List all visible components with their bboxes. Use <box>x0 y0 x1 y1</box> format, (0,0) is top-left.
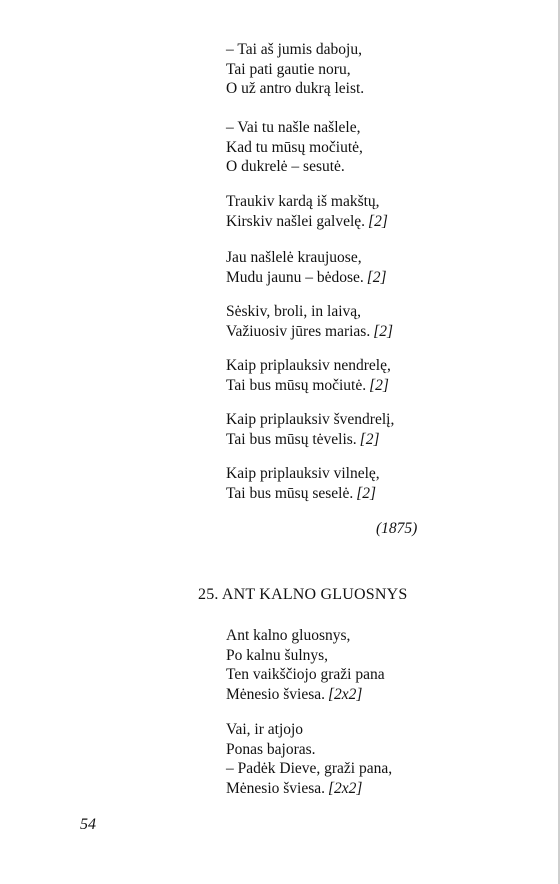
verse-text: Važiuosiv jūres marias. <box>226 322 371 340</box>
verse-line: Sėskiv, broli, in laivą, <box>226 303 362 320</box>
verse-line <box>226 376 391 396</box>
song-heading: 25. ANT KALNO GLUOSNYS <box>198 586 408 603</box>
stanza <box>226 410 394 449</box>
verse-line: Vai, ir atjojo <box>226 721 304 738</box>
refrain-marker: [2] <box>373 322 394 340</box>
verse-line <box>226 212 388 232</box>
refrain-marker: [2] <box>369 376 389 394</box>
verse-text: Tai bus mūsų tėvelis. <box>226 430 357 448</box>
verse-line: Kaip priplauksiv švendrelį, <box>226 411 395 428</box>
verse-line: Kaip priplauksiv nendrelę, <box>226 357 391 374</box>
refrain-marker: [2] <box>366 268 387 286</box>
verse-text: Kirskiv našlei galvelę. <box>226 212 366 230</box>
stanza <box>226 302 393 341</box>
verse-line: – Tai aš jumis daboju, <box>226 41 362 58</box>
verse-line: Kad tu mūsų močiutė, <box>226 138 363 156</box>
stanza <box>226 40 364 99</box>
verse-line: Ponas bajoras. <box>226 740 316 758</box>
stanza <box>226 356 391 395</box>
stanza <box>226 248 387 287</box>
verse-text: Mudu jaunu – bėdose. <box>226 268 364 286</box>
verse-line: Kaip priplauksiv vilnelę, <box>226 465 380 482</box>
poem-date: (1875) <box>376 520 418 537</box>
verse-line: – Vai tu našle našlele, <box>226 119 361 136</box>
verse-line: Jau našlelė kraujuose, <box>226 249 362 266</box>
verse-text: Tai bus mūsų seselė. <box>226 484 354 502</box>
verse-line: O dukrelė – sesutė. <box>226 158 345 175</box>
verse-line: Po kalnu šulnys, <box>226 646 329 664</box>
stanza <box>226 626 385 704</box>
stanza <box>226 720 392 798</box>
verse-line: O už antro dukrą leist. <box>226 80 365 97</box>
verse-line: Traukiv kardą iš makštų, <box>226 193 380 210</box>
verse-line <box>226 685 385 705</box>
verse-text: Mėnesio šviesa. <box>226 685 326 703</box>
verse-line <box>226 268 387 288</box>
verse-line <box>226 779 392 799</box>
verse-line <box>226 322 393 342</box>
verse-line: Tai pati gautie noru, <box>226 60 351 78</box>
verse-line: Ant kalno gluosnys, <box>226 627 351 644</box>
refrain-marker: [2] <box>368 212 388 230</box>
verse-text: Mėnesio šviesa. <box>226 779 326 797</box>
refrain-marker: [2x2] <box>328 685 363 703</box>
refrain-marker: [2x2] <box>328 779 363 797</box>
verse-line: – Padėk Dieve, graži pana, <box>226 760 393 777</box>
verse-text: Tai bus mūsų močiutė. <box>226 376 367 394</box>
refrain-marker: [2] <box>356 484 377 502</box>
stanza <box>226 192 388 231</box>
verse-line <box>226 484 380 504</box>
page-number: 54 <box>80 816 96 833</box>
verse-line <box>226 430 394 450</box>
refrain-marker: [2] <box>359 430 380 448</box>
stanza <box>226 118 363 177</box>
verse-line: Ten vaikščiojo graži pana <box>226 666 385 683</box>
stanza <box>226 464 380 503</box>
